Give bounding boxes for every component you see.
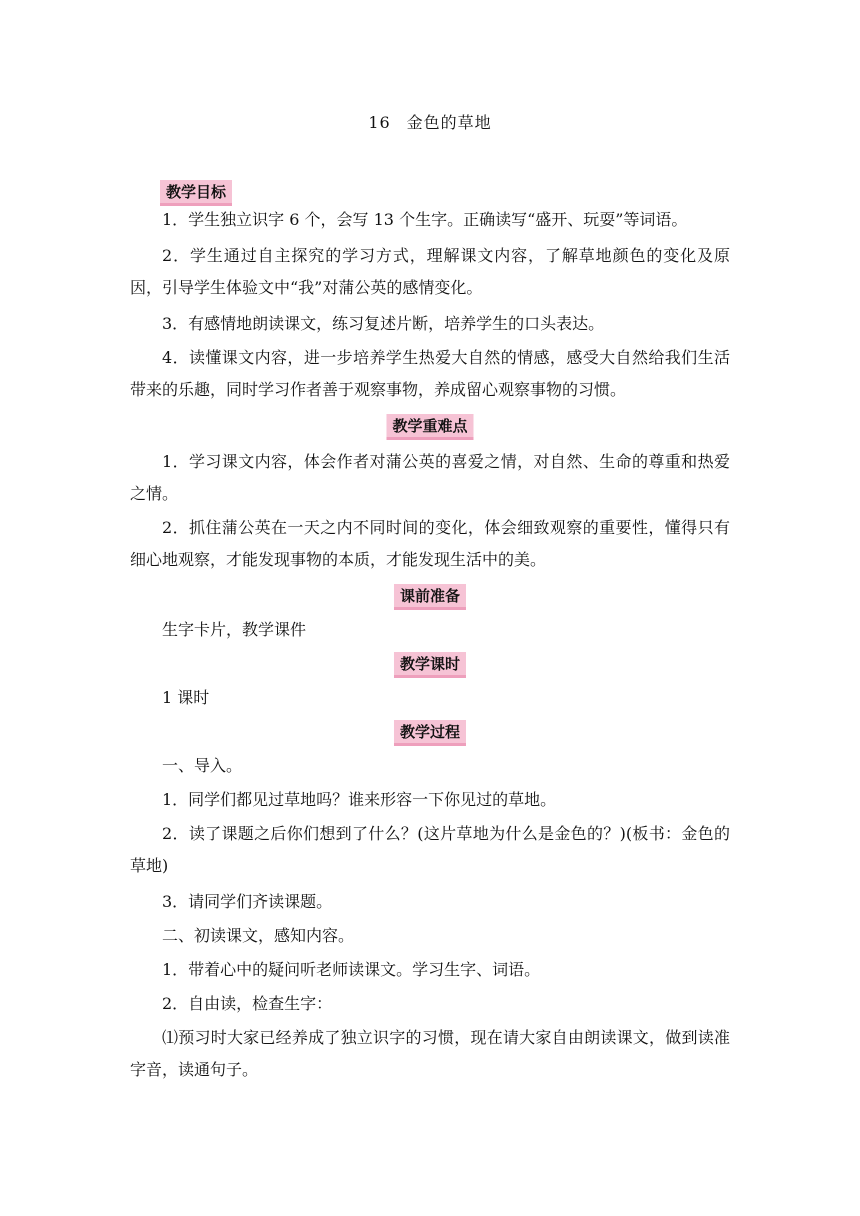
key-point-item: 1．学习课文内容，体会作者对蒲公英的喜爱之情，对自然、生命的尊重和热爱之情。: [130, 452, 730, 503]
process-item: 3．请同学们齐读课题。: [162, 892, 333, 911]
objective-item: 3．有感情地朗读课文，练习复述片断，培养学生的口头表达。: [162, 314, 605, 333]
section-heading-preparation: 课前准备: [394, 584, 466, 610]
section-heading-periods: 教学课时: [394, 652, 466, 678]
process-item: ⑴预习时大家已经养成了独立识字的习惯，现在请大家自由朗读课文，做到读准字音，读通句子。: [130, 1028, 730, 1079]
lesson-number: 16: [368, 113, 391, 132]
objective-item: 4．读懂课文内容，进一步培养学生热爱大自然的情感，感受大自然给我们生活带来的乐趣，同时学习作者善于观察事物，养成留心观察事物的习惯。: [130, 348, 730, 399]
process-item: 一、导入。: [162, 756, 243, 775]
section-heading-process: 教学过程: [394, 720, 466, 746]
process-item: 1．同学们都见过草地吗？谁来形容一下你见过的草地。: [162, 790, 557, 809]
objective-item: 2．学生通过自主探究的学习方式，理解课文内容，了解草地颜色的变化及原因，引导学生体验文中“我”对蒲公英的感情变化。: [130, 246, 730, 297]
process-item: 2．读了课题之后你们想到了什么？(这片草地为什么是金色的？)(板书：金色的草地): [130, 824, 730, 875]
key-point-item: 2．抓住蒲公英在一天之内不同时间的变化，体会细致观察的重要性，懂得只有细心地观察，才能发现事物的本质，才能发现生活中的美。: [130, 518, 730, 569]
preparation-text: 生字卡片，教学课件: [162, 620, 307, 639]
process-item: 二、初读课文，感知内容。: [162, 926, 355, 945]
page-title: [130, 110, 730, 133]
lesson-title: 金色的草地: [406, 113, 492, 132]
process-item: 1．带着心中的疑问听老师读课文。学习生字、词语。: [162, 960, 541, 979]
periods-text: 1 课时: [162, 688, 210, 707]
section-heading-objectives: 教学目标: [160, 180, 232, 206]
objective-item: 1．学生独立识字 6 个，会写 13 个生字。正确读写“盛开、玩耍”等词语。: [162, 210, 688, 229]
section-heading-key-points: 教学重难点: [386, 414, 473, 440]
process-item: 2．自由读，检查生字：: [162, 994, 333, 1013]
